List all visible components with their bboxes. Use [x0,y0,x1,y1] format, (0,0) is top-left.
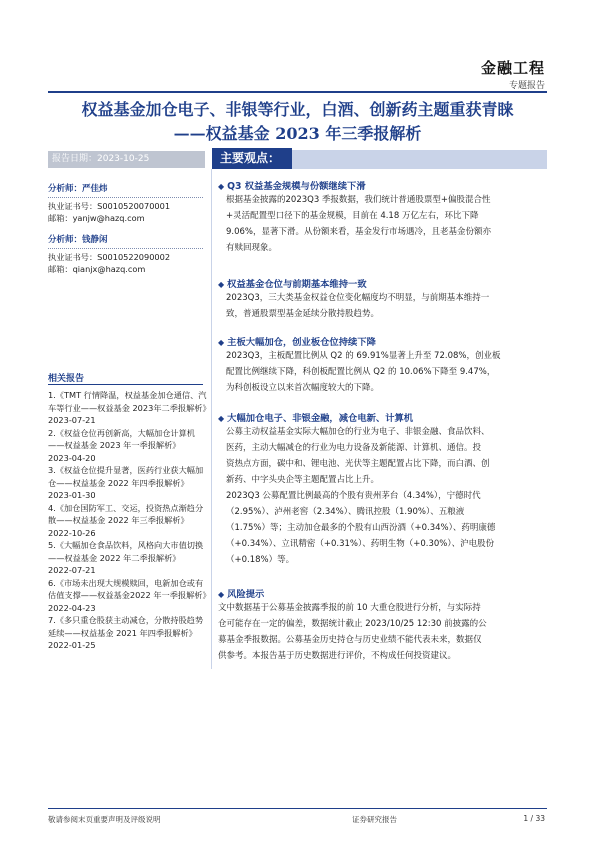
section-heading: 风险提示 [227,589,265,600]
section-line: 9.06%，显著下滑。从份额来看，基金发行市场遇冷，且老基金份额亦 [226,227,492,237]
email-label: 邮箱： [48,213,73,223]
related-reports-list [48,389,211,652]
related-report-text: 2.《权益仓位再创新高，大幅加仓计算机——权益基金 2023 年一季报解析》 [48,427,195,450]
bullet-icon: ◆ [218,414,225,423]
header-divider [48,91,547,93]
section-line: 2023Q3 公募配置比例最高的个股有贵州茅台（4.34%），宁德时代 [226,491,481,501]
section-line: 公募主动权益基金实际大幅加仓的行业为电子、非银金融、食品饮料、 [226,427,490,437]
section-heading: 主板大幅加仓，创业板仓位持续下降 [227,337,376,348]
section-line: 有赎回现象。 [226,243,278,253]
related-report-item[interactable] [48,427,208,465]
page-number: 1 / 33 [523,814,545,823]
section-line: （2.95%）、泸州老窖（2.34%）、腾讯控股（1.90%）、五粮液 [226,507,465,517]
section-line: 致，普通股票型基金延续分散持股趋势。 [226,309,380,319]
related-report-date: 2023-07-21 [48,415,96,425]
section-line: 为科创板设立以来首次幅度较大的下降。 [226,383,380,393]
section-line: 文中数据基于公募基金披露季报的前 10 大重仓股进行分析，与实际持 [218,603,481,613]
related-report-date: 2022-07-21 [48,565,96,575]
analyst-block-1 [48,176,208,224]
footer-report-type: 证券研究报告 [352,815,397,824]
analyst-name: 钱静闲 [82,235,108,245]
email-link[interactable]: qianjx@hazq.com [72,264,146,274]
related-report-text: 4.《加仓国防军工、交运，投资热点渐趋分散——权益基金 2022 年三季报解析》 [48,502,204,525]
section-heading: Q3 权益基金规模与份额继续下滑 [227,181,366,192]
related-reports-title: 相关报告 [48,374,85,384]
analyst-divider [48,197,203,198]
bullet-icon: ◆ [218,280,225,289]
report-type: 专题报告 [508,81,545,91]
email-link[interactable]: yanjw@hazq.com [72,213,145,223]
section-4 [218,410,548,568]
cert-label: 执业证书号： [48,252,98,262]
report-title: 权益基金加仓电子、非银等行业，白酒、创新药主题重获青睐 [81,100,514,119]
section-line: （+0.18%）等。 [226,555,295,565]
section-5 [218,586,548,664]
related-report-text: 3.《权益仓位提升显著，医药行业获大幅加仓——权益基金 2022 年四季报解析》 [48,465,204,488]
related-report-text: 1.《TMT 行情降温，权益基金加仓通信、汽车等行业——权益基金 2023年二季报解析》 [48,390,211,413]
related-report-item[interactable] [48,502,208,540]
main-view-banner [212,148,547,169]
report-date: 报告日期：2023-10-25 [48,151,205,168]
section-line: +灵活配置型口径下的基金规模，目前在 4.18 万亿左右，环比下降 [226,211,479,221]
analyst-label: 分析师： [48,184,83,194]
section-3 [218,334,548,396]
section-line: （+0.34%）、立讯精密（+0.31%）、药明生物（+0.30%）、沪电股份 [226,539,495,549]
section-1 [218,178,548,256]
bullet-icon: ◆ [218,590,225,599]
related-report-item[interactable] [48,539,208,577]
main-view-band [292,150,547,169]
cert-label: 执业证书号： [48,201,98,211]
cert-number: S0010522090002 [97,252,171,262]
related-report-date: 2022-01-25 [48,640,96,650]
related-report-item[interactable] [48,577,211,615]
section-heading: 大幅加仓电子、非银金融，减仓电新、计算机 [227,413,414,424]
section-line: 医药，主动大幅减仓的行业为电力设备及新能源、计算机、通信。投 [226,443,482,453]
related-report-date: 2023-01-30 [48,490,96,500]
section-line: 募基金季报数据。公募基金历史持仓与历史业绩不能代表未来，数据仅 [218,635,482,645]
report-subtitle: ——权益基金 2023 年三季报解析 [173,124,422,143]
main-view-label: 主要观点： [212,148,292,169]
related-report-text: 5.《大幅加仓食品饮料，风格向大市值切换——权益基金 2022 年二季报解析》 [48,540,204,563]
section-line: 配置比例继续下降，科创板配置比例从 Q2 的 10.06%下降至 9.47%， [226,367,496,377]
analyst-name: 严佳炜 [82,184,108,194]
section-heading: 权益基金仓位与前期基本维持一致 [227,279,367,290]
column-divider [211,169,212,669]
analyst-block-2 [48,227,208,275]
section-line: 仓可能存在一定的偏差，数据统计截止 2023/10/25 12:30 前披露的公 [218,619,487,629]
footer-divider [48,808,547,809]
cert-number: S0010520070001 [97,201,171,211]
bullet-icon: ◆ [218,338,225,347]
related-report-date: 2023-04-20 [48,452,96,463]
section-line: 2023Q3，三大类基金权益仓位变化幅度均不明显，与前期基本维持一 [226,293,490,303]
section-line: 资热点方面，碳中和、锂电池、光伏等主题配置占比下降，而白酒、创 [226,459,490,469]
section-2 [218,276,548,322]
related-divider [48,384,203,385]
related-report-item[interactable] [48,389,211,427]
analyst-label: 分析师： [48,235,83,245]
footer-disclaimer[interactable]: 敬请参阅末页重要声明及评级说明 [48,815,161,824]
email-label: 邮箱： [48,264,73,274]
analyst-divider [48,248,203,249]
section-line: 2023Q3，主板配置比例从 Q2 的 69.91%显著上升至 72.08%，创业板 [226,351,501,361]
section-line: 供参考。本报告基于历史数据进行评价，不构成任何投资建议。 [218,651,457,661]
related-report-date: 2022-10-26 [48,527,96,538]
related-report-item[interactable] [48,614,208,652]
section-line: （1.75%）等；主动加仓最多的个股有山西汾酒（+0.34%）、药明康德 [226,523,496,533]
related-report-item[interactable] [48,464,208,502]
brand-title: 金融工程 [480,59,545,77]
related-report-date: 2022-04-23 [48,602,96,613]
related-report-text: 6.《市场未出现大规模赎回，电新加仓或有估值支撑——权益基金2022 年一季报解析》 [48,577,211,600]
section-line: 根据基金披露的2023Q3 季报数据，我们统计普通股票型+偏股混合性 [226,195,491,205]
section-line: 新药、中字头央企等主题配置占比上升。 [226,475,380,485]
related-report-text: 7.《多只重仓股获主动减仓，分散持股趋势延续——权益基金 2021 年四季报解析》 [48,615,204,638]
bullet-icon: ◆ [218,182,225,191]
